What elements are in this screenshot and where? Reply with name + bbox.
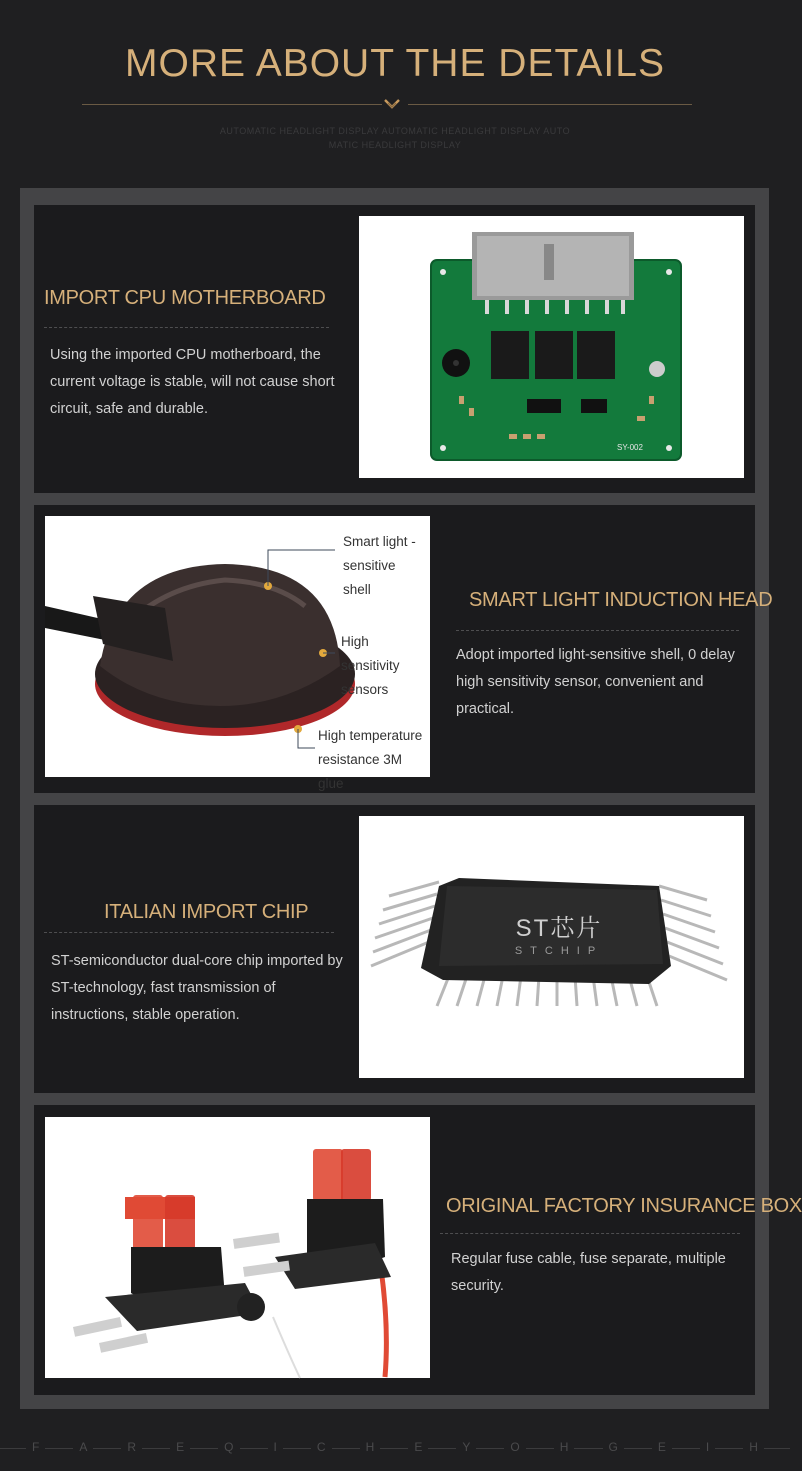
callout-shell: Smart light - sensitive shell [343,534,416,597]
footer-letter: I [700,1440,715,1454]
footer-letter: O [504,1440,525,1454]
footer-letter: E [652,1440,672,1454]
chip-label: ST芯片 [515,915,603,942]
section-heading: IMPORT CPU MOTHERBOARD [44,287,326,309]
footer-letter: Q [218,1440,239,1454]
page-header [0,0,790,170]
section-divider [44,327,329,328]
footer-letter: R [121,1440,142,1454]
footer-letter: E [408,1440,428,1454]
section-description: Regular fuse cable, fuse separate, multiple security. [451,1251,726,1294]
fuse-holder-icon [45,1117,430,1378]
callout-glue: High temperature resistance 3M glue [318,728,423,791]
section-heading: ITALIAN IMPORT CHIP [104,901,309,923]
callout-sensors: High sensitivity sensors [341,634,400,697]
chip-image [359,816,744,1078]
footer-letter: H [743,1440,764,1454]
board-label: SY-002 [617,443,643,452]
section-description: Adopt imported light-sensitive shell, 0 delay high sensitivity sensor, convenient and practical. [456,647,735,717]
footer-letter: H [360,1440,381,1454]
section-cpu-motherboard [34,205,755,493]
section-insurance-box [34,1105,802,1395]
footer-letter: Y [456,1440,476,1454]
sensor-image [45,516,430,791]
section-divider [44,932,334,933]
footer-letter: E [170,1440,190,1454]
section-light-induction-head [34,505,773,793]
chip-sublabel: STCHIP [514,945,604,957]
chevron-down-icon [383,98,401,112]
motherboard-image [359,216,744,478]
title-divider-right [408,104,692,105]
circuit-board-icon [359,216,744,478]
footer-letter: H [554,1440,575,1454]
section-heading: ORIGINAL FACTORY INSURANCE BOX [446,1195,802,1217]
page-footer [0,1432,790,1468]
section-description: ST-semiconductor dual-core chip imported by ST-technology, fast transmission of instructions, stable operation. [51,953,343,1023]
fuse-holder-image [45,1117,430,1378]
page-title: MORE ABOUT THE DETAILS [125,42,665,85]
footer-letter: F [26,1440,45,1454]
title-divider-left [82,104,382,105]
footer-letter: I [268,1440,283,1454]
section-description: Using the imported CPU motherboard, the current voltage is stable, will not cause short circuit, safe and durable. [50,347,335,417]
section-divider [456,630,739,631]
footer-letter: G [603,1440,624,1454]
section-divider [440,1233,740,1234]
footer-letters [0,1440,790,1454]
page-subtitle: AUTOMATIC HEADLIGHT DISPLAY AUTOMATIC HEADLIGHT DISPLAY AUTO MATIC HEADLIGHT DISPLAY [219,126,571,150]
microchip-icon [359,816,744,1078]
footer-letter: C [311,1440,332,1454]
section-heading: SMART LIGHT INDUCTION HEAD [469,589,773,611]
footer-letter: A [73,1440,93,1454]
section-import-chip [34,805,755,1093]
